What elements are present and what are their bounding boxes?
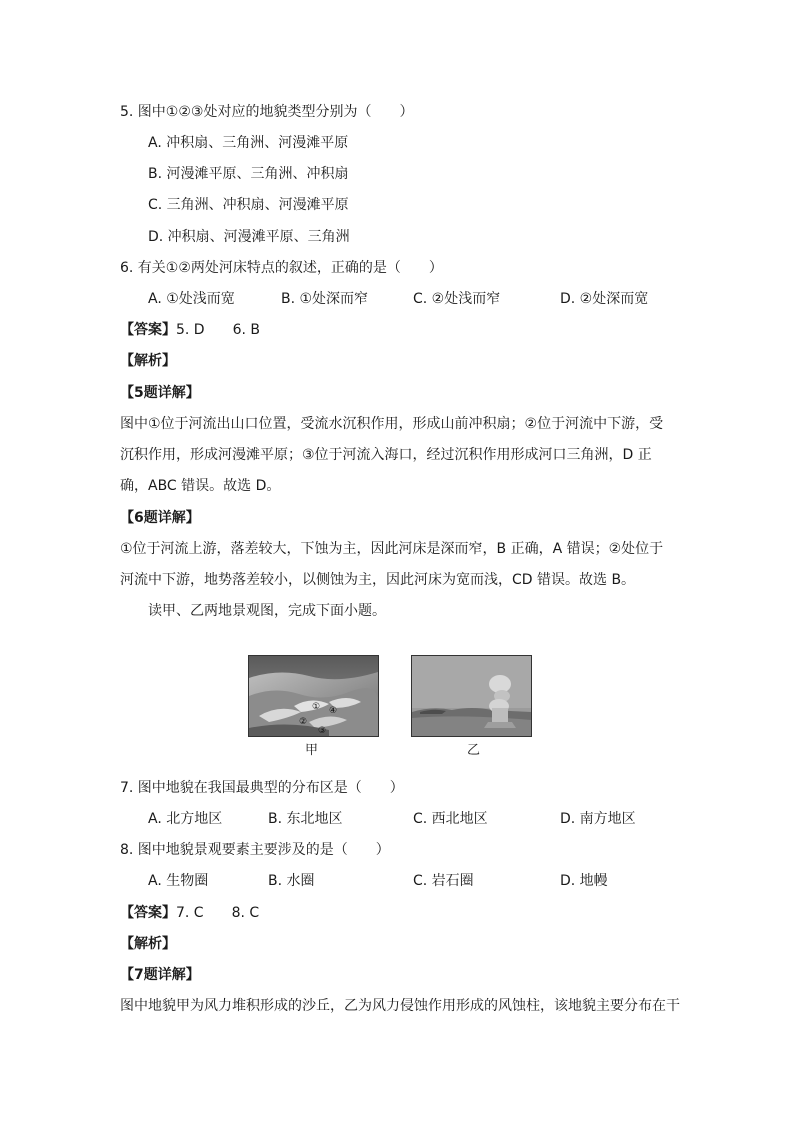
- detail-5-line: 图中①位于河流出山口位置，受流水沉积作用，形成山前冲积扇；②位于河流中下游，受: [120, 416, 664, 432]
- q7-option-d: D. 南方地区: [560, 811, 636, 827]
- caption-jia: 甲: [305, 743, 319, 758]
- q7-option-a: A. 北方地区: [148, 811, 223, 827]
- q5-option-a: A. 冲积扇、三角洲、河漫滩平原: [148, 135, 349, 151]
- q6-option-d: D. ②处深而宽: [560, 291, 649, 307]
- photo-yi: [411, 655, 532, 737]
- detail-6-line: ①位于河流上游，落差较大，下蚀为主，因此河床是深而窄，B 正确，A 错误；②处位于: [120, 541, 664, 557]
- svg-text:③: ③: [318, 726, 327, 736]
- q6-stem: 6. 有关①②两处河床特点的叙述，正确的是（ ）: [120, 260, 443, 276]
- q6-option-a: A. ①处浅而宽: [148, 291, 235, 307]
- wind-eroded-pillar-photo: [412, 656, 531, 736]
- q5-option-c: C. 三角洲、冲积扇、河漫滩平原: [148, 197, 349, 213]
- photo-jia: [248, 655, 379, 737]
- answer-text: 5. D 6. B: [176, 322, 260, 338]
- detail-5-title: 【5题详解】: [120, 385, 200, 401]
- answer-7-8: [120, 903, 259, 923]
- detail-5-line: 沉积作用，形成河漫滩平原；③位于河流入海口，经过沉积作用形成河口三角洲，D 正: [120, 447, 652, 463]
- answer-5-6: [120, 320, 260, 340]
- q8-option-a: A. 生物圈: [148, 873, 209, 889]
- caption-yi: 乙: [467, 743, 481, 758]
- sand-dune-photo: [249, 656, 378, 736]
- q5-stem: 5. 图中①②③处对应的地貌类型分别为（ ）: [120, 104, 414, 120]
- figure-intro: 读甲、乙两地景观图，完成下面小题。: [148, 603, 386, 619]
- q8-option-b: B. 水圈: [268, 873, 315, 889]
- q6-option-c: C. ②处浅而窄: [413, 291, 501, 307]
- detail-7-title: 【7题详解】: [120, 967, 200, 983]
- q7-option-c: C. 西北地区: [413, 811, 488, 827]
- answer-text: 7. C 8. C: [176, 905, 260, 921]
- q8-option-d: D. 地幔: [560, 873, 608, 889]
- answer-label: 【答案】: [120, 905, 176, 921]
- q5-option-d: D. 冲积扇、河漫滩平原、三角洲: [148, 229, 350, 245]
- analysis-heading: 【解析】: [120, 353, 176, 369]
- detail-5-line: 确，ABC 错误。故选 D。: [120, 478, 281, 494]
- detail-6-line: 河流中下游，地势落差较小，以侧蚀为主，因此河床为宽而浅，CD 错误。故选 B。: [120, 572, 636, 588]
- svg-text:②: ②: [299, 717, 308, 727]
- q7-option-b: B. 东北地区: [268, 811, 343, 827]
- detail-7-line: 图中地貌甲为风力堆积形成的沙丘，乙为风力侵蚀作用形成的风蚀柱，该地貌主要分布在干: [120, 998, 680, 1014]
- q7-stem: 7. 图中地貌在我国最典型的分布区是（ ）: [120, 780, 404, 796]
- q6-option-b: B. ①处深而窄: [281, 291, 369, 307]
- svg-text:①: ①: [312, 702, 321, 712]
- q8-stem: 8. 图中地貌景观要素主要涉及的是（ ）: [120, 842, 390, 858]
- answer-label: 【答案】: [120, 322, 176, 338]
- detail-6-title: 【6题详解】: [120, 510, 200, 526]
- analysis-heading: 【解析】: [120, 936, 176, 952]
- q5-option-b: B. 河漫滩平原、三角洲、冲积扇: [148, 166, 349, 182]
- q8-option-c: C. 岩石圈: [413, 873, 474, 889]
- svg-text:④: ④: [329, 706, 338, 716]
